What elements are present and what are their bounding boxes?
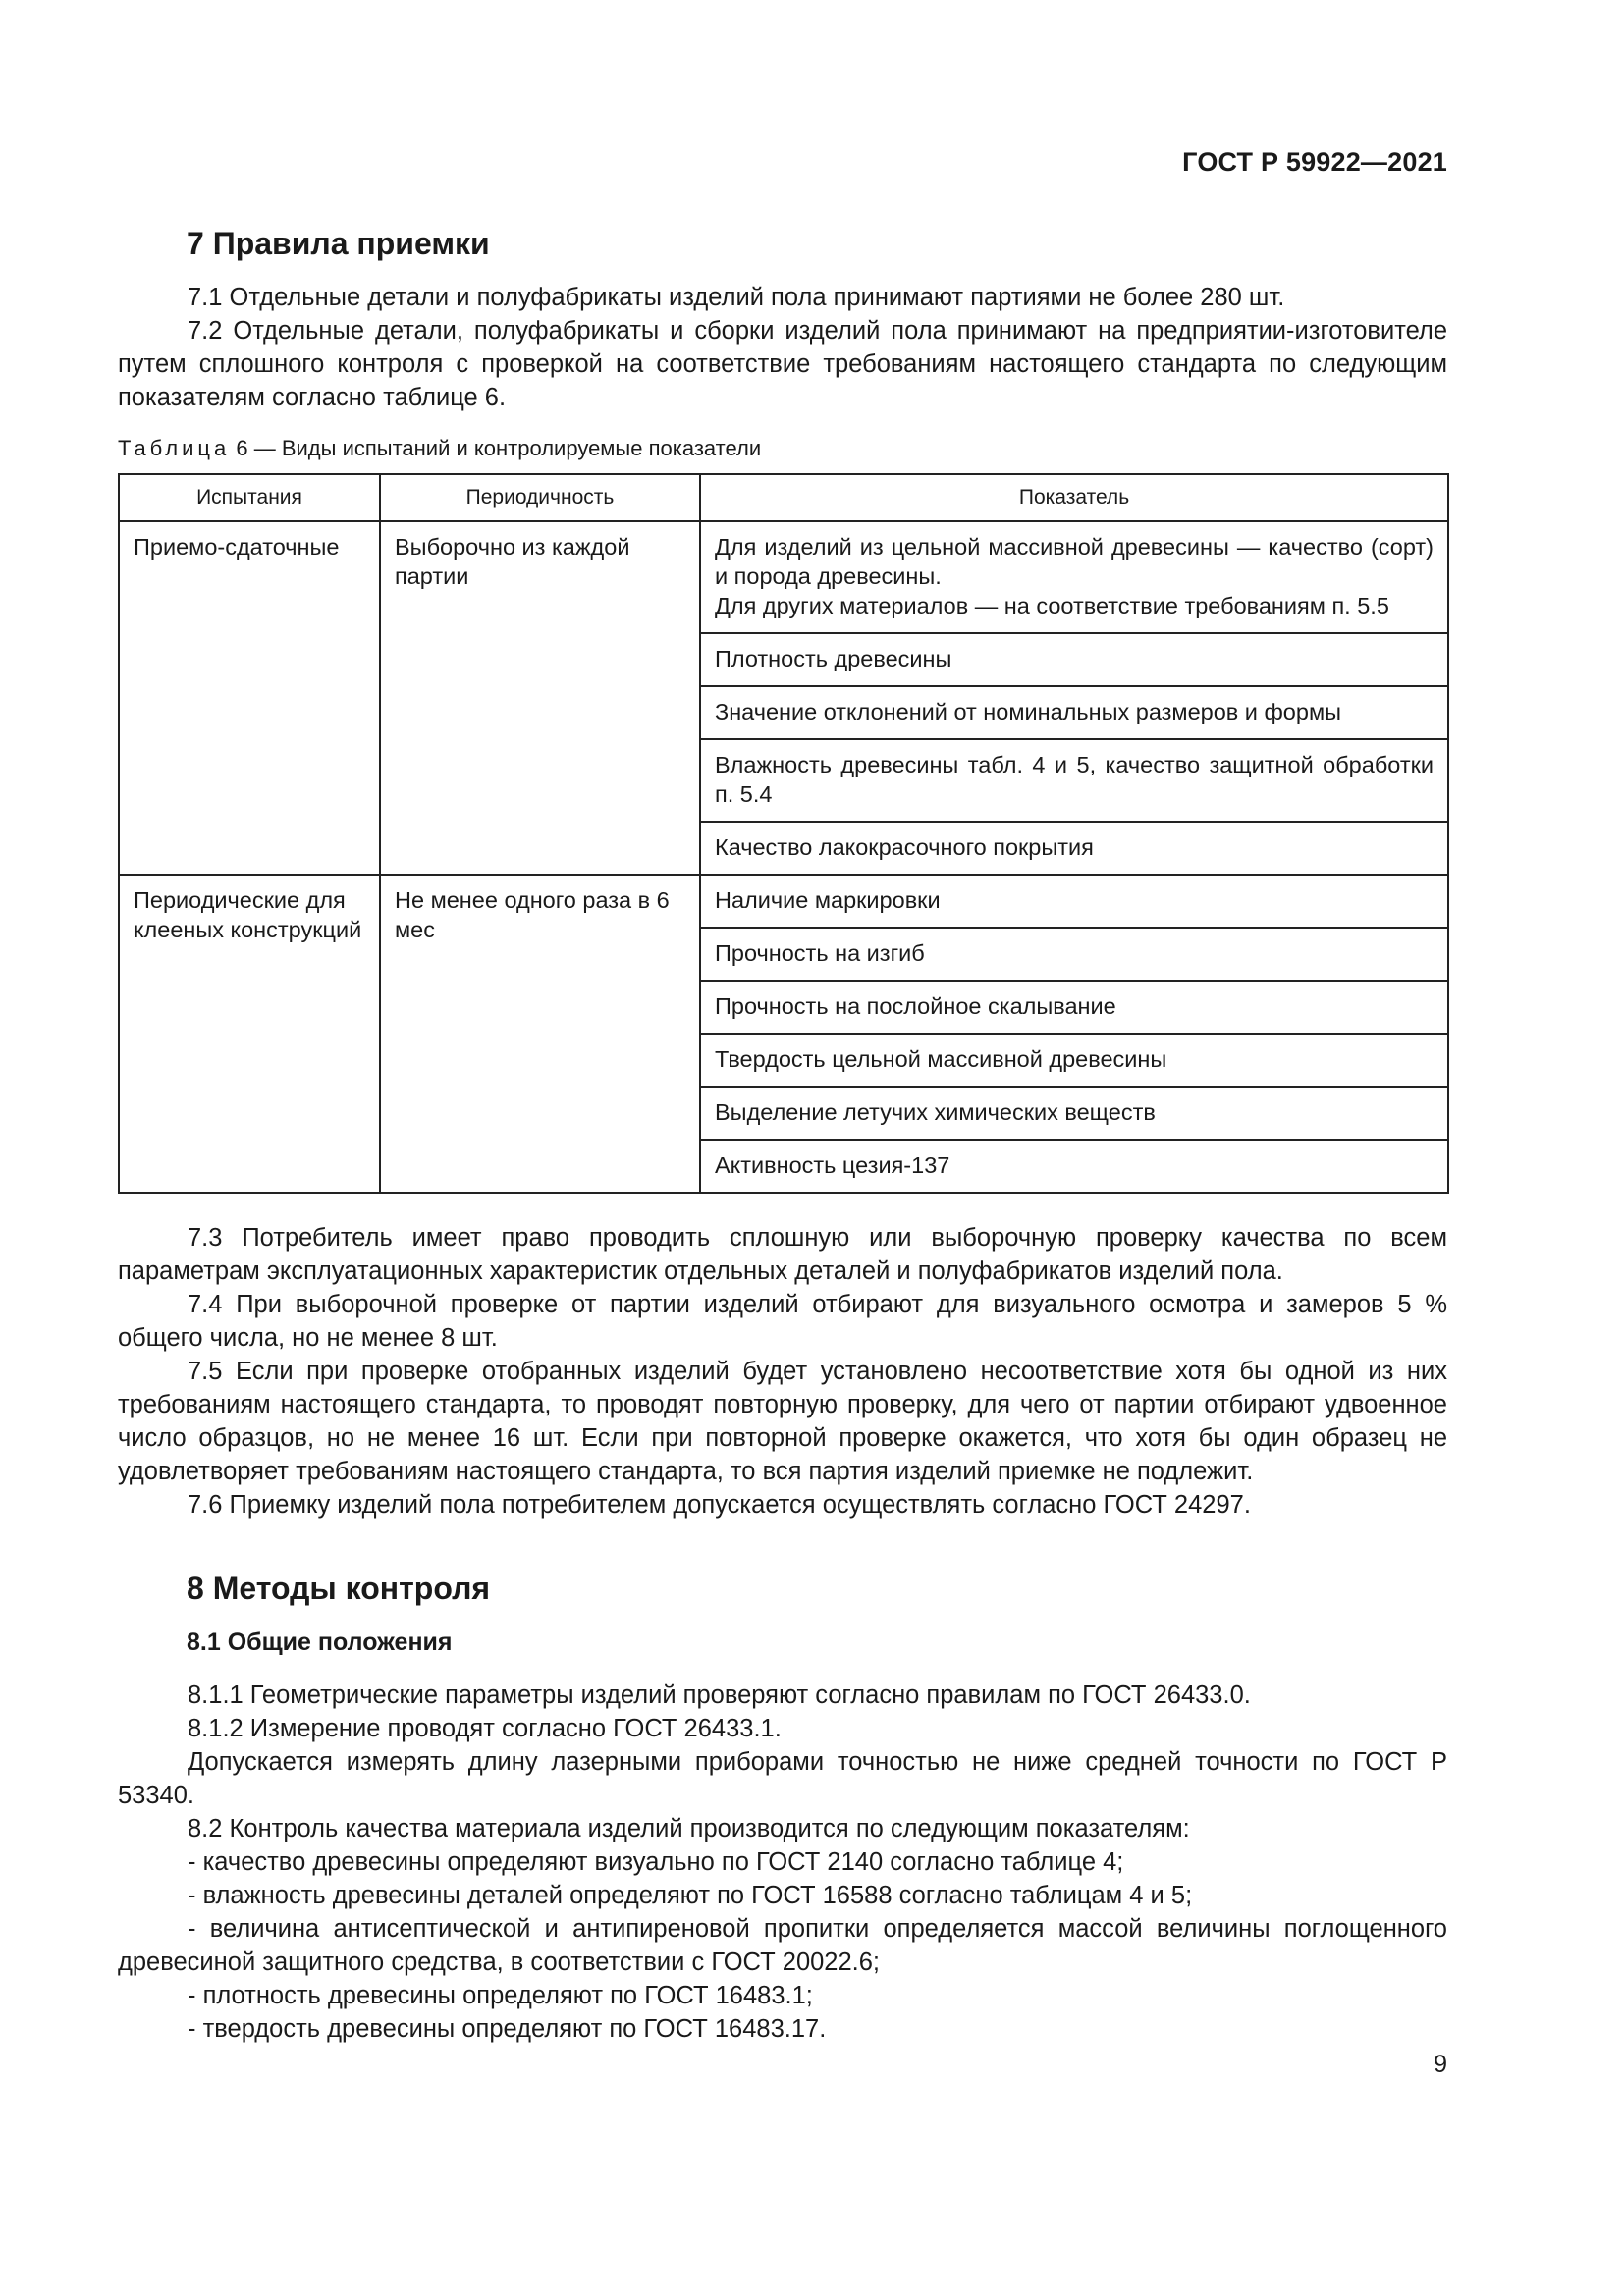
- page-content: [118, 224, 1447, 2046]
- paragraph-7-3: 7.3 Потребитель имеет право проводить сплошную или выборочную проверку качества по всем параметрам эксплуатационных характеристик отдельных деталей и полуфабрикатов изделий пола.: [118, 1224, 1447, 1285]
- periodicity-acceptance: Выборочно из каждой партии: [380, 521, 700, 875]
- paragraph-7-2: 7.2 Отдельные детали, полуфабрикаты и сборки изделий пола принимают на предприятии-изготовителе путем сплошного контроля с проверкой на соответствие требованиям настоящего стандарта по следующим показателям согласно таблице 6.: [118, 317, 1447, 411]
- list-item: - влажность древесины деталей определяют по ГОСТ 16588 согласно таблицам 4 и 5;: [188, 1882, 1193, 1909]
- subsection-8-1-title: 8.1 Общие положения: [187, 1629, 453, 1656]
- header-periodicity: Периодичность: [380, 474, 700, 521]
- paragraph-7-5: 7.5 Если при проверке отобранных изделий будет установлено несоответствие хотя бы одной из них требованиям настоящего стандарта, то проводят повторную проверку, для чего от партии отбирают удвоенное число образцов, но не менее 16 шт. Если при повторной проверке окажется, что хотя бы один образец не удовлетворяет требованиям настоящего стандарта, то вся партия изделий приемке не подлежит.: [118, 1358, 1447, 1485]
- indicator-cell: Значение отклонений от номинальных размеров и формы: [700, 686, 1448, 739]
- indicator-cell: Влажность древесины табл. 4 и 5, качество защитной обработки п. 5.4: [700, 739, 1448, 822]
- indicator-cell: Прочность на послойное скалывание: [700, 981, 1448, 1034]
- table-row: [119, 521, 1448, 633]
- test-type-acceptance: Приемо-сдаточные: [119, 521, 380, 875]
- indicator-cell: Прочность на изгиб: [700, 928, 1448, 981]
- list-item: - твердость древесины определяют по ГОСТ 16483.17.: [188, 2015, 827, 2043]
- indicator-cell: Активность цезия-137: [700, 1140, 1448, 1193]
- header-indicator: Показатель: [700, 474, 1448, 521]
- standard-code: ГОСТ Р 59922—2021: [1182, 147, 1447, 177]
- indicator-cell: Твердость цельной массивной древесины: [700, 1034, 1448, 1087]
- indicator-cell: Наличие маркировки: [700, 875, 1448, 928]
- section-8-title: 8 Методы контроля: [187, 1571, 491, 1606]
- indicator-text: Для других материалов — на соответствие требованиям п. 5.5: [715, 593, 1389, 618]
- section-7-rest: [118, 1221, 1447, 1522]
- table-header-row: [119, 474, 1448, 521]
- paragraph-7-6: 7.6 Приемку изделий пола потребителем допускается осуществлять согласно ГОСТ 24297.: [188, 1491, 1251, 1519]
- header-tests: Испытания: [119, 474, 380, 521]
- indicator-cell: Выделение летучих химических веществ: [700, 1087, 1448, 1140]
- table-caption-label: Таблица: [118, 436, 231, 460]
- test-type-periodic: Периодические для клееных конструкций: [119, 875, 380, 1193]
- table-row: [119, 875, 1448, 928]
- paragraph-8-2: 8.2 Контроль качества материала изделий производится по следующим показателям:: [188, 1815, 1190, 1842]
- paragraph-laser: Допускается измерять длину лазерными приборами точностью не ниже средней точности по ГОСТ Р 53340.: [118, 1748, 1447, 1809]
- paragraph-7-1: 7.1 Отдельные детали и полуфабрикаты изделий пола принимают партиями не более 280 шт.: [188, 284, 1285, 311]
- table-6: [118, 473, 1449, 1194]
- section-7-title: 7 Правила приемки: [187, 226, 490, 261]
- indicator-text: Для изделий из цельной массивной древесины — качество (сорт) и порода древесины.: [715, 534, 1434, 589]
- paragraph-8-1-1: 8.1.1 Геометрические параметры изделий проверяют согласно правилам по ГОСТ 26433.0.: [188, 1682, 1251, 1709]
- indicator-cell: Плотность древесины: [700, 633, 1448, 686]
- table-caption: [118, 434, 1447, 463]
- paragraph-8-1-2: 8.1.2 Измерение проводят согласно ГОСТ 26433.1.: [188, 1715, 782, 1742]
- indicator-cell: [700, 521, 1448, 633]
- table-caption-text: 6 — Виды испытаний и контролируемые показатели: [230, 436, 762, 460]
- list-item: - качество древесины определяют визуально по ГОСТ 2140 согласно таблице 4;: [188, 1848, 1124, 1876]
- indicator-cell: Качество лакокрасочного покрытия: [700, 822, 1448, 875]
- paragraph-7-4: 7.4 При выборочной проверке от партии изделий отбирают для визуального осмотра и замеров 5 % общего числа, но не менее 8 шт.: [118, 1291, 1447, 1352]
- list-item: - плотность древесины определяют по ГОСТ 16483.1;: [188, 1982, 813, 2009]
- periodicity-periodic: Не менее одного раза в 6 мес: [380, 875, 700, 1193]
- page-number: 9: [1434, 2051, 1447, 2078]
- list-item: - величина антисептической и антипиреновой пропитки определяется массой величины поглощенного древесиной защитного средства, в соответствии с ГОСТ 20022.6;: [118, 1915, 1447, 1976]
